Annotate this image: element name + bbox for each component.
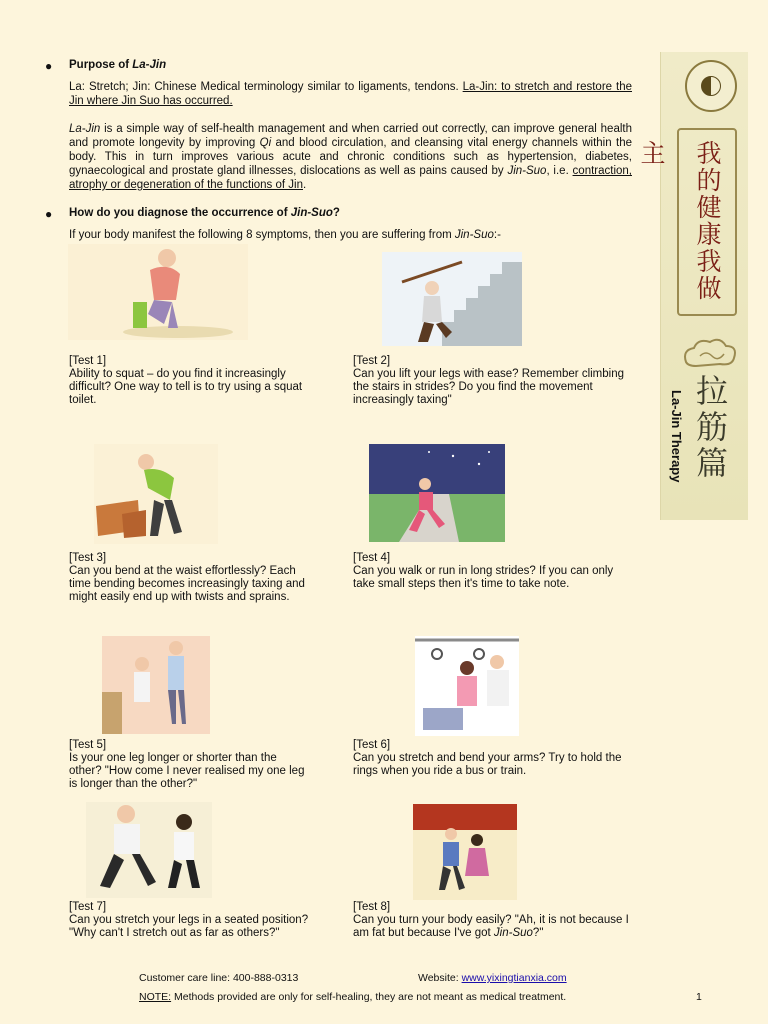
website-link[interactable]: www.yixingtianxia.com	[461, 972, 567, 984]
test-8: [Test 8] Can you turn your body easily? "Ah, it is not because I am fat but because I've got Jin-Suo?"	[353, 901, 629, 939]
heading-purpose: Purpose of La-Jin	[69, 59, 167, 71]
test-6: [Test 6] Can you stretch and bend your arms? Try to hold the rings when you ride a bus or train.	[353, 739, 622, 777]
illustration-walking	[369, 444, 505, 542]
test-5: [Test 5] Is your one leg longer or shorter than the other? "How come I never realised my one leg is longer than the other?"	[69, 739, 305, 790]
test-3: [Test 3] Can you bend at the waist effortlessly? Each time bending becomes increasingly taxing and might easily end up with twists and sprains.	[69, 552, 305, 603]
section-title-chinese: 拉筋篇	[691, 374, 729, 482]
slogan-text: 我的健康我做主	[637, 140, 722, 302]
cloud-icon	[680, 336, 740, 370]
illustration-stairs	[382, 252, 522, 346]
bullet-purpose: ●	[45, 59, 53, 73]
illustration-squat	[68, 244, 248, 340]
vertical-title: La-Jin Therapy	[669, 390, 684, 483]
test-4: [Test 4] Can you walk or run in long strides? If you can only take small steps then it's time to take note.	[353, 552, 614, 590]
illustration-leg-length	[102, 636, 210, 734]
illustration-bus-rings	[415, 636, 519, 736]
footer-website: Website: www.yixingtianxia.com	[418, 972, 567, 984]
footer-customer-care: Customer care line: 400-888-0313	[139, 972, 299, 984]
paragraph-intro: If your body manifest the following 8 symptoms, then you are suffering from Jin-Suo:-	[69, 229, 501, 241]
footer-note: NOTE: Methods provided are only for self-healing, they are not meant as medical treatment.	[139, 991, 567, 1003]
slogan-frame	[637, 128, 737, 316]
paragraph-benefits: La-Jin is a simple way of self-health management and when carried out correctly, can improve general health and promote longevity by improving Qi and blood circulation, and cleansing vital energy channels within the body. This in turn improves various acute and chronic conditions such as hypertension, diabetes, gynaecological and prostate gland illnesses, dislocations as well as pains caused by Jin-Suo, i.e. contraction, atrophy or degeneration of the functions of Jin.	[69, 123, 632, 191]
page-number: 1	[696, 991, 702, 1003]
test-2: [Test 2] Can you lift your legs with ease? Remember climbing the stairs in strides? Do you find the movement increasingly taxing"	[353, 355, 625, 406]
heading-diagnose: How do you diagnose the occurrence of Jin-Suo?	[69, 207, 340, 219]
test-1: [Test 1] Ability to squat – do you find it increasingly difficult? One way to tell is to try using a squat toilet.	[69, 355, 303, 406]
illustration-bending	[94, 444, 218, 544]
bullet-diagnose: ●	[45, 207, 53, 221]
illustration-leg-stretch	[86, 802, 212, 898]
illustration-dancing	[413, 804, 517, 900]
logo-seal-icon	[685, 60, 737, 112]
paragraph-definition: La: Stretch; Jin: Chinese Medical terminology similar to ligaments, tendons. La-Jin: to stretch and restore the Jin where Jin Suo has occurred.	[69, 81, 632, 107]
yin-yang-icon	[701, 76, 721, 96]
test-7: [Test 7] Can you stretch your legs in a seated position? "Why can't I stretch out as far as others?"	[69, 901, 309, 939]
